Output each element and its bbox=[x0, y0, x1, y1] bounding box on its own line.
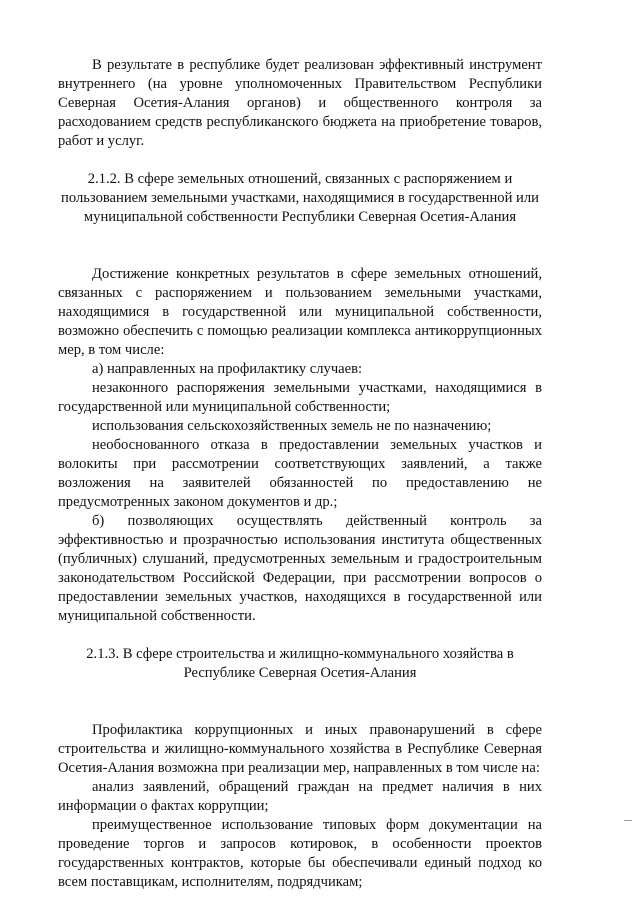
section-heading-2-1-2: 2.1.2. В сфере земельных отношений, связанных с распоряжением и пользованием земельными участками, находящимися в государственной или муниципальной собственности Республики Северная Осетия-Алания bbox=[61, 171, 539, 225]
spacer bbox=[58, 626, 542, 645]
list-item-standard-forms: преимущественное использование типовых форм документации на проведение торгов и запросов котировок, в особенности проектов государственных контрактов, которые бы обеспечивали единый подход ко всем поставщикам, исполнителям, подрядчикам; bbox=[58, 817, 542, 890]
list-subitem-unjustified-refusal: необоснованного отказа в предоставлении земельных участков и волокиты при рассмотрении соответствующих заявлений, а также возложения на заявителей обязанностей по предоставлению не предусмотренных законом документов и др.; bbox=[58, 437, 542, 510]
list-item-b: б) позволяющих осуществлять действенный контроль за эффективностью и прозрачностью использования института общественных (публичных) слушаний, предусмотренных земельным и градостроительным законодательством Российской Федерации, при рассмотрении вопросов о предоставлении земельных участков, находящихся в государственной или муниципальной собственности. bbox=[58, 513, 542, 624]
spacer bbox=[58, 683, 542, 721]
list-item-analysis: анализ заявлений, обращений граждан на предмет наличия в них информации о фактах коррупции; bbox=[58, 779, 542, 814]
list-subitem-misuse: использования сельскохозяйственных земель не по назначению; bbox=[92, 418, 492, 434]
document-page bbox=[58, 56, 542, 892]
spacer bbox=[58, 227, 542, 265]
list-subitem-illegal-disposal: незаконного распоряжения земельными участками, находящимися в государственной или муниципальной собственности; bbox=[58, 380, 542, 415]
scan-edge-mark bbox=[624, 820, 632, 821]
section-heading-2-1-3: 2.1.3. В сфере строительства и жилищно-коммунального хозяйства в Республике Северная Осетия-Алания bbox=[86, 646, 514, 681]
paragraph-construction-intro: Профилактика коррупционных и иных правонарушений в сфере строительства и жилищно-коммунального хозяйства в Республике Северная Осетия-Алания возможна при реализации мер, направленных в том числе на: bbox=[58, 722, 542, 776]
paragraph-result: В результате в республике будет реализован эффективный инструмент внутреннего (на уровне уполномоченных Правительством Республики Северная Осетия-Алания органов) и общественного контроля за расходованием средств республиканского бюджета на приобретение товаров, работ и услуг. bbox=[58, 57, 542, 149]
spacer bbox=[58, 151, 542, 170]
list-item-a: а) направленных на профилактику случаев: bbox=[92, 361, 363, 377]
paragraph-land-intro: Достижение конкретных результатов в сфере земельных отношений, связанных с распоряжением и пользованием земельными участками, находящимися в государственной или муниципальной собственности, возможно обеспечить с помощью реализации комплекса антикоррупционных мер, в том числе: bbox=[58, 266, 542, 358]
